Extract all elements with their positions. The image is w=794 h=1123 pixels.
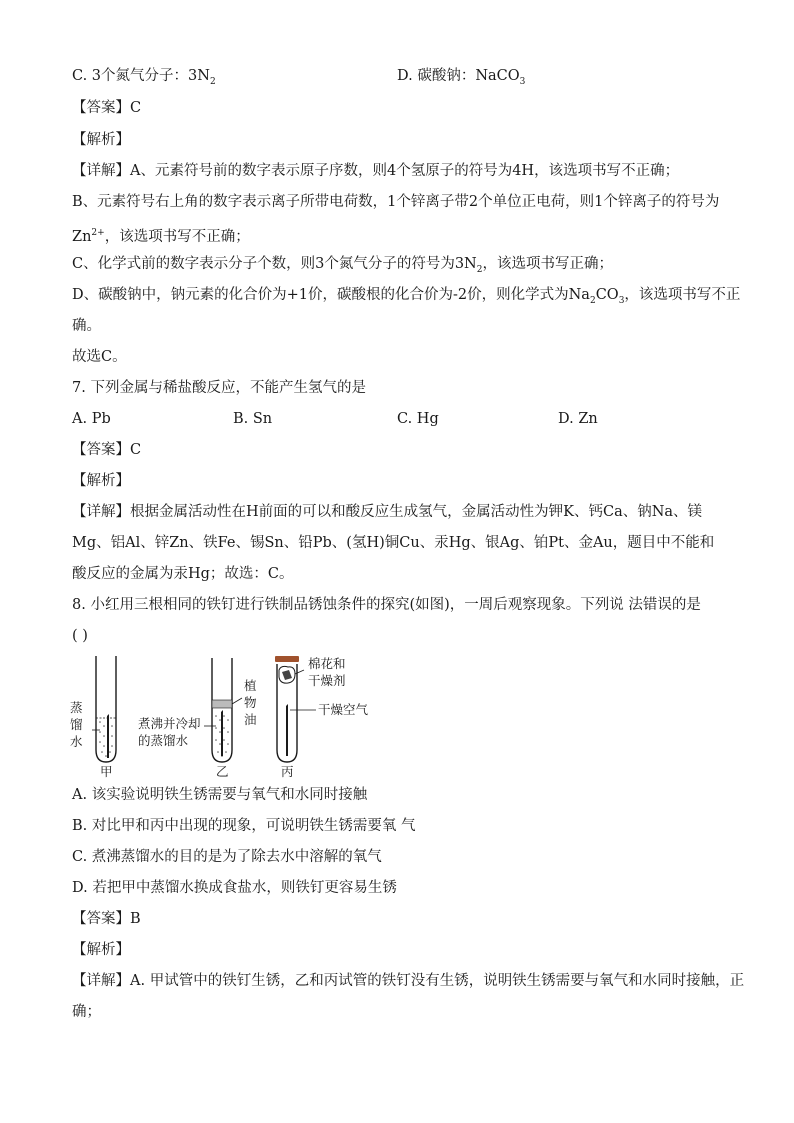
q8-option-d: D. 若把甲中蒸馏水换成食盐水，则铁钉更容易生锈 [72,880,397,896]
q8-option-c: C. 煮沸蒸馏水的目的是为了除去水中溶解的氧气 [72,849,382,865]
label-oil-2: 物 [244,695,257,710]
q6-detail-b-1: B、元素符号右上角的数字表示离子所带电荷数，1个锌离子带2个单位正电荷，则1个锌离子的符号为 [72,194,720,210]
answer-value: C [130,100,142,116]
label-cotton-2: 干燥剂 [308,673,346,688]
label-water-3: 水 [70,734,83,749]
detail-tag: 【详解】 [72,504,130,520]
detail-text: A. 甲试管中的铁钉生锈，乙和丙试管的铁钉没有生锈，说明铁生锈需要与氧气和水同时接触，正 [130,973,745,989]
detail-d-mid: CO [595,287,619,303]
q7-option-d: D. Zn [558,411,598,427]
detail-a-text: A、元素符号前的数字表示原子序数，则4个氢原子的符号为4H，该选项书写不正确； [130,163,680,179]
q8-option-a: A. 该实验说明铁生锈需要与氧气和水同时接触 [72,787,368,803]
detail-d-text-1: D、碳酸钠中，钠元素的化合价为+1价，碳酸根的化合价为-2价，则化学式为Na [72,287,590,303]
q8-detail-2: 确； [72,1004,101,1020]
q8-option-b: B. 对比甲和丙中出现的现象，可说明铁生锈需要氧 气 [72,818,416,834]
label-dry-air: 干燥空气 [318,702,369,717]
tube-label-jia: 甲 [100,764,113,779]
answer-tag: 【答案】 [72,911,130,927]
q6-detail-b-2 [72,223,250,247]
iron-nail-yi [221,710,223,756]
label-oil-1: 植 [244,678,257,693]
label-boiled-1: 煮沸并冷却 [138,716,201,731]
q6-option-d [397,66,525,92]
q6-option-d-text: D. 碳酸钠：NaCO [397,68,520,84]
q6-option-c [72,66,216,92]
detail-d-sub1: 2 [589,295,596,306]
q8-analysis-tag: 【解析】 [72,942,130,958]
detail-b-text-2: ，该选项书写不正确； [104,228,250,245]
q7-detail-2: Mg、铝Al、锌Zn、铁Fe、锡Sn、铅Pb、(氢H)铜Cu、汞Hg、银Ag、铂Pt、金Au，题目中不能和 [72,535,715,551]
q6-answer [72,98,141,118]
q6-detail-c [72,254,613,280]
label-oil-3: 油 [244,712,257,727]
test-tube-yi [204,658,242,762]
detail-tag: 【详解】 [72,973,130,989]
zn-charge: 2+ [91,228,105,238]
q7-stem: 7. 下列金属与稀盐酸反应，不能产生氢气的是 [72,380,366,396]
tube-label-yi: 乙 [216,764,229,779]
test-tube-bing [275,656,316,762]
answer-value: C [130,442,142,458]
detail-c-sub: 2 [476,264,483,275]
label-water-1: 蒸 [70,700,83,715]
answer-tag: 【答案】 [72,442,130,458]
label-cotton-1: 棉花和 [308,656,346,671]
zn-symbol: Zn [72,228,92,245]
q7-detail-3: 酸反应的金属为汞Hg；故选：C。 [72,566,294,582]
tube-label-bing: 丙 [281,764,294,779]
q6-option-c-text: C. 3个氮气分子：3N [72,68,210,84]
q6-detail-a [72,161,679,181]
q7-analysis-tag: 【解析】 [72,473,130,489]
q7-detail-1 [72,502,702,522]
q8-answer [72,909,141,929]
q6-detail-d-2: 确。 [72,318,101,334]
answer-value: B [130,911,141,927]
stopper [275,656,299,662]
test-tube-jia [92,656,116,762]
q6-option-d-sub: 3 [519,76,526,87]
q6-conclusion: 故选C。 [72,349,127,365]
rust-experiment-figure [66,652,386,784]
q6-analysis-tag: 【解析】 [72,132,130,148]
q8-detail-1 [72,971,744,991]
q8-stem-2: ( ) [72,628,88,644]
iron-nail-jia [107,714,109,758]
q7-option-b: B. Sn [233,411,273,427]
label-water-2: 馏 [70,717,83,732]
q8-stem-1: 8. 小红用三根相同的铁钉进行铁制品锈蚀条件的探究(如图)，一周后观察现象。下列说 法错误的是 [72,597,701,613]
oil-layer [212,700,232,708]
q6-option-c-sub: 2 [209,76,216,87]
detail-d-sub2: 3 [618,295,625,306]
detail-d-text-2: ，该选项书写不正 [624,287,741,303]
label-boiled-2: 的蒸馏水 [138,733,189,748]
detail-c-text-1: C、化学式前的数字表示分子个数，则3个氮气分子的符号为3N [72,256,477,272]
answer-tag: 【答案】 [72,100,130,116]
detail-tag: 【详解】 [72,163,130,179]
q7-option-c: C. Hg [397,411,439,427]
q7-option-a: A. Pb [72,411,111,427]
q6-detail-d-1 [72,285,740,311]
q7-answer [72,440,141,460]
detail-c-text-2: ，该选项书写正确； [482,256,613,272]
iron-nail-bing [286,704,288,756]
detail-text: 根据金属活动性在H前面的可以和酸反应生成氢气，金属活动性为钾K、钙Ca、钠Na、镁 [130,504,703,520]
